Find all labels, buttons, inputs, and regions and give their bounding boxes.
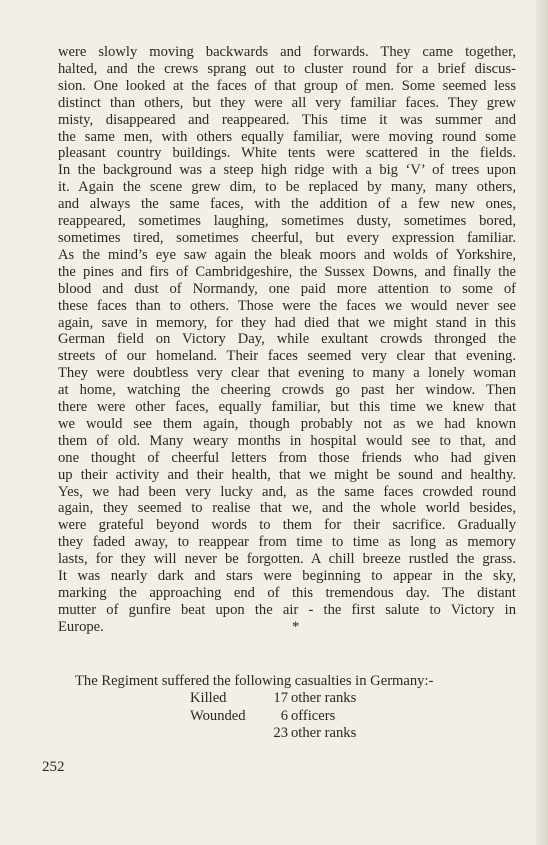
text-line: sion. One looked at the faces of that group of men. Some seemed less (58, 77, 516, 94)
last-line-text: Europe. (58, 618, 104, 635)
wounded-label: Wounded (190, 707, 246, 724)
text-line: there were other faces, equally familiar, but this time we knew that (58, 399, 516, 416)
text-line: It was nearly dark and stars were beginning to appear in the sky, (58, 568, 516, 585)
text-line: we would see them again, though probably not as we had known (58, 415, 516, 432)
text-line: marking the approaching end of this tremendous day. The distant (58, 585, 516, 601)
text-line-last (58, 619, 516, 636)
text-line: lasts, for they will never be forgotten. A chill breeze rustled the grass. (58, 551, 516, 568)
wounded-officers-count: 6 (280, 707, 288, 724)
text-line: reappeared, sometimes laughing, sometimes dusty, sometimes bored, (58, 213, 516, 230)
text-line: sometimes tired, sometimes cheerful, but every expression familiar. (58, 229, 516, 246)
section-separator: * (292, 618, 300, 635)
text-line: mutter of gunfire beat upon the air - the first salute to Victory in (58, 601, 516, 618)
body-text (58, 44, 516, 636)
text-line: the same men, with others equally familiar, were moving round some (58, 128, 516, 145)
text-line: at home, watching the cheering crowds go past her window. Then (58, 382, 516, 399)
text-line: streets of our homeland. Their faces seemed very clear that evening. (58, 348, 516, 365)
text-line: They were doubtless very clear that evening to many a lonely woman (58, 365, 516, 382)
text-line: Yes, we had been very lucky and, as the same faces crowded round (58, 483, 516, 500)
text-line: up their activity and their health, that we might be sound and healthy. (58, 466, 516, 483)
text-line: In the background was a steep high ridge with a big ‘V’ of trees upon (58, 162, 516, 179)
text-line: misty, disappeared and reappeared. This time it was summer and (58, 111, 516, 128)
wounded-officers-unit: officers (291, 707, 336, 724)
text-line: pleasant country buildings. White tents were scattered in the fields. (58, 145, 516, 162)
text-line: were grateful beyond words to them for their sacrifice. Gradually (58, 517, 516, 534)
killed-unit: other ranks (291, 690, 357, 706)
text-line: one thought of cheerful letters from those friends who had given (58, 449, 516, 466)
text-line: halted, and the crews sprang out to cluster round for a brief discus- (58, 60, 516, 77)
text-line: again, save in memory, for they had died that we might stand in this (58, 314, 516, 331)
killed-label: Killed (190, 690, 227, 706)
text-line: they faded away, to reappear from time to time as long as memory (58, 534, 516, 551)
wounded-or-unit: other ranks (291, 725, 357, 741)
text-line: these faces than to others. Those were the faces we would never see (58, 297, 516, 314)
text-line: them of old. Many weary months in hospital would see to that, and (58, 432, 516, 449)
text-line: and always the same faces, with the addition of a few new ones, (58, 196, 516, 213)
text-line: the pines and firs of Cambridgeshire, the Sussex Downs, and finally the (58, 263, 516, 280)
text-line: were slowly moving backwards and forwards. They came together, (58, 44, 516, 60)
text-line: As the mind’s eye saw again the bleak moors and wolds of Yorkshire, (58, 246, 516, 263)
killed-count: 17 (273, 690, 288, 706)
page-number: 252 (42, 759, 65, 775)
text-line: again, they seemed to realise that we, and the whole world besides, (58, 500, 516, 517)
wounded-or-count: 23 (273, 725, 288, 741)
casualties-intro: The Regiment suffered the following casualties in Germany:- (75, 673, 434, 689)
text-line: blood and dust of Normandy, one paid more attention to some of (58, 280, 516, 297)
text-line: German field on Victory Day, while exultant crowds thronged the (58, 331, 516, 348)
text-line: it. Again the scene grew dim, to be replaced by many, many others, (58, 179, 516, 196)
text-line: distinct than others, but they were all very familiar faces. They grew (58, 94, 516, 111)
page-edge (536, 0, 548, 845)
